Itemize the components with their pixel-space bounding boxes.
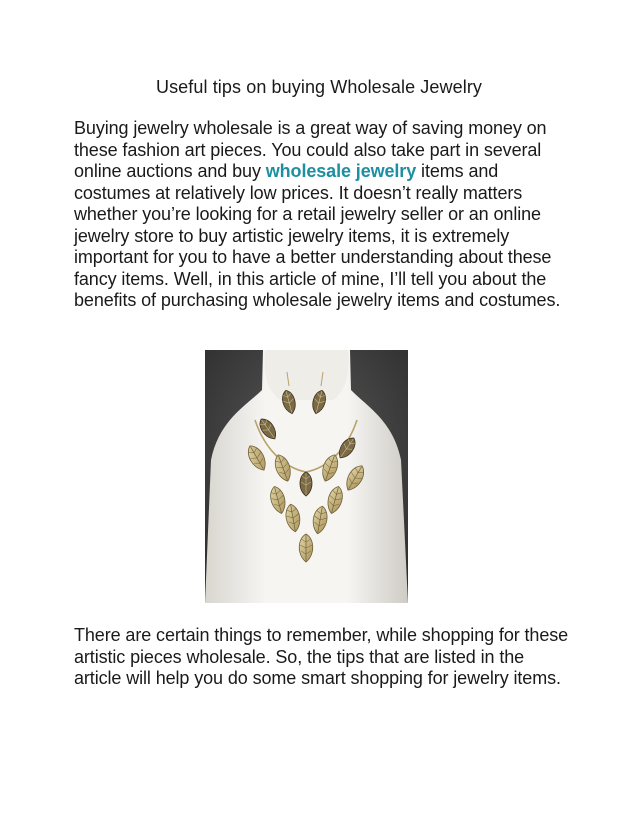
closing-paragraph: There are certain things to remember, while shopping for these artistic pieces wholesale. So, the tips that are listed in the article will help you do some smart shopping for jewelry items. — [74, 625, 569, 688]
intro-paragraph — [74, 118, 574, 312]
intro-text-before-link: Buying jewelry wholesale is a great way of saving money on these fashion art pieces. You could also take part in several online auctions and buy — [74, 118, 547, 181]
jewelry-photo — [205, 350, 408, 603]
necklace-on-bust-image — [205, 350, 408, 603]
wholesale-jewelry-link[interactable]: wholesale jewelry — [265, 161, 417, 181]
document-title: Useful tips on buying Wholesale Jewelry — [155, 77, 483, 97]
intro-text-after-link: items and costumes at relatively low prices. It doesn’t really matters whether you’re looking for a retail jewelry seller or an online jewelry store to buy artistic jewelry items, it is extremely important for you to have a better understanding about these fancy items. Well, in this article of mine, I’ll tell you about the benefits of purchasing wholesale jewelry items and costumes. — [74, 161, 561, 310]
